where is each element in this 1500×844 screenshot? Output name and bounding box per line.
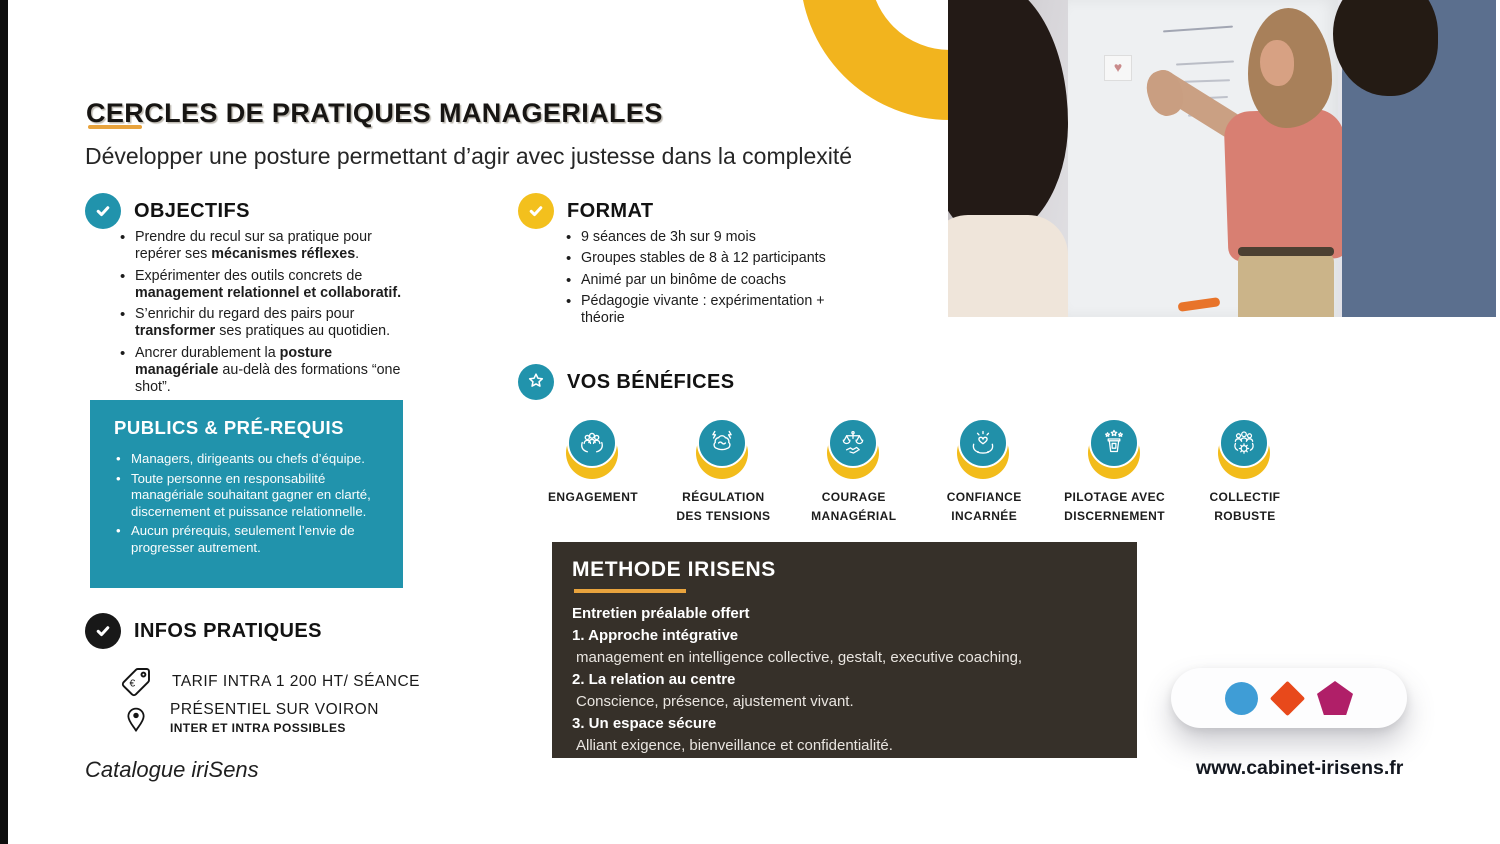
people-gear-icon [1218, 418, 1272, 476]
page-title: CERCLES DE PRATIQUES MANAGERIALES [86, 98, 663, 129]
benefit-confiance: CONFIANCE INCARNÉE [919, 418, 1049, 525]
svg-text:€: € [129, 678, 136, 690]
methode-line: Conscience, présence, ajustement vivant. [576, 693, 854, 710]
benefit-engagement [528, 418, 658, 525]
benefit-label: COURAGE [821, 490, 886, 504]
benefit-courage: COURAGE MANAGÉRIAL [789, 418, 919, 525]
tarif-row [118, 663, 420, 700]
benefit-label: ENGAGEMENT [547, 490, 638, 504]
hands-heart-icon [957, 418, 1011, 476]
star-icon [518, 364, 554, 400]
objectifs-header [85, 193, 250, 229]
list-item: • Groupes stables de 8 à 12 participants [562, 250, 834, 267]
publics-prerequis-box [90, 400, 403, 588]
benefit-label: COLLECTIF [1209, 490, 1281, 504]
presenter-person [1223, 108, 1348, 262]
check-icon [85, 613, 121, 649]
publics-list [114, 451, 383, 556]
objectifs-heading: OBJECTIFS [134, 199, 250, 222]
list-item: • Toute personne en responsabilité managériale souhaitant gagner en clarté, discernement et puissance relationnelle. [114, 471, 383, 521]
infos-header [85, 613, 322, 649]
methode-line: management en intelligence collective, gestalt, executive coaching, [576, 649, 1023, 666]
heart-note: ♥ [1104, 55, 1132, 81]
format-heading: FORMAT [567, 199, 654, 222]
website-url[interactable]: www.cabinet-irisens.fr [1196, 757, 1404, 779]
publics-heading: PUBLICS & PRÉ-REQUIS [114, 417, 344, 438]
benefit-regulation: RÉGULATION DES TENSIONS [658, 418, 788, 525]
logo-diamond-icon [1270, 680, 1305, 715]
benefit-label: PILOTAGE AVEC [1064, 490, 1166, 504]
catalogue-label: Catalogue iriSens [85, 757, 259, 782]
page-subtitle: Développer une posture permettant d’agir avec justesse dans la complexité [85, 143, 853, 169]
methode-line: Alliant exigence, bienveillance et confidentialité. [576, 737, 893, 754]
list-item: • Pédagogie vivante : expérimentation + théorie [562, 293, 834, 328]
lieu-sublabel: INTER ET INTRA POSSIBLES [170, 721, 346, 735]
methode-line: 3. Un espace sécure [572, 715, 717, 732]
list-item: • Managers, dirigeants ou chefs d’équipe. [114, 451, 383, 468]
list-item: • 9 séances de 3h sur 9 mois [562, 229, 834, 246]
benefits-row [528, 418, 1310, 525]
check-icon [518, 193, 554, 229]
logo-pentagon-icon [1317, 681, 1353, 715]
methode-heading: METHODE IRISENS [572, 558, 776, 581]
objectifs-list [116, 229, 408, 401]
methode-irisens-box [552, 542, 1137, 758]
benefit-collectif: COLLECTIF ROBUSTE [1180, 418, 1310, 525]
price-tag-icon [118, 663, 155, 700]
left-edge-bar [0, 0, 8, 844]
infos-heading: INFOS PRATIQUES [134, 619, 322, 642]
list-item: • S’enrichir du regard des pairs pour transformer ses pratiques au quotidien. [116, 306, 408, 341]
format-list [562, 229, 834, 331]
list-item: • Prendre du recul sur sa pratique pour repérer ses mécanismes réflexes. [116, 229, 408, 264]
tarif-label: TARIF INTRA 1 200 HT/ SÉANCE [172, 672, 420, 690]
methode-line: 1. Approche intégrative [572, 627, 739, 644]
methode-lines [572, 603, 1113, 757]
methode-underline [574, 589, 686, 593]
list-item: • Animé par un binôme de coachs [562, 272, 834, 289]
location-pin-icon [119, 701, 153, 735]
benefit-label: CONFIANCE [946, 490, 1022, 504]
benefit-label: RÉGULATION [682, 490, 765, 504]
list-item: • Aucun prérequis, seulement l’envie de progresser autrement. [114, 523, 383, 556]
benefices-heading: VOS BÉNÉFICES [567, 370, 735, 393]
podium-stars-icon [1088, 418, 1142, 476]
benefit-pilotage: PILOTAGE AVEC DISCERNEMENT [1050, 418, 1180, 525]
workshop-photo [948, 0, 1496, 317]
lieu-label: PRÉSENTIEL SUR VOIRON [170, 701, 379, 718]
benefices-header [518, 364, 734, 400]
hands-people-icon [566, 418, 620, 476]
scales-handshake-icon [827, 418, 881, 476]
check-icon [85, 193, 121, 229]
lieu-row [119, 701, 379, 735]
methode-line: 2. La relation au centre [572, 671, 736, 688]
brain-lightning-icon [696, 418, 750, 476]
observer-person [948, 0, 1068, 240]
format-header [518, 193, 653, 229]
list-item: • Expérimenter des outils concrets de management relationnel et collaboratif. [116, 268, 408, 303]
list-item: • Ancrer durablement la posture managériale au-delà des formations “one shot”. [116, 345, 408, 397]
irisens-logo [1171, 668, 1407, 728]
methode-line: Entretien préalable offert [572, 605, 750, 622]
logo-circle-icon [1225, 682, 1258, 715]
